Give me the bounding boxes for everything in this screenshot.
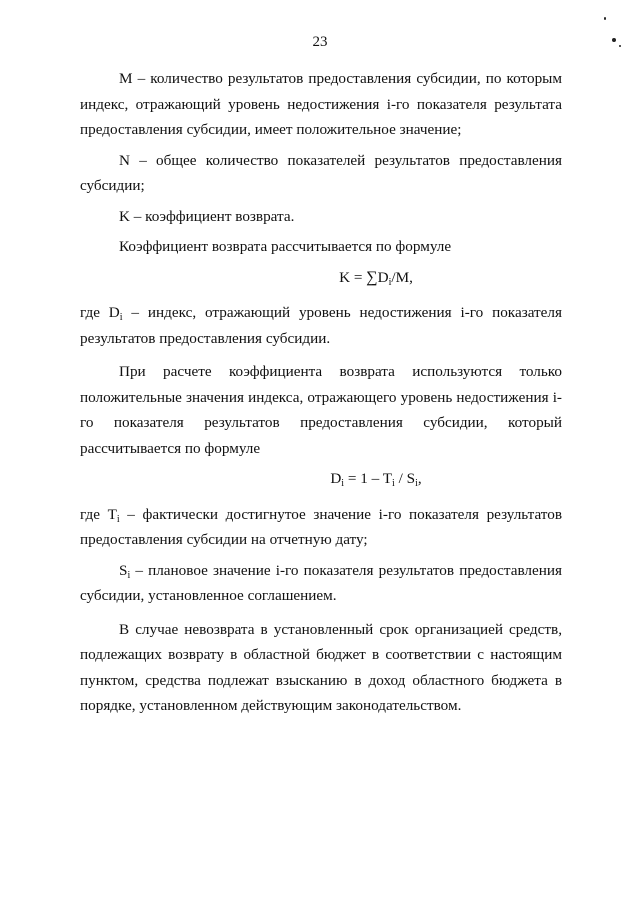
formula-d xyxy=(80,466,562,492)
formula-d-mid: = 1 – T xyxy=(344,470,393,487)
formula-k xyxy=(80,265,562,291)
paragraph-t-definition xyxy=(80,502,562,553)
d-def-sub: i xyxy=(119,312,123,323)
paragraph-calc-note: При расчете коэффициента возврата используются только положительные значения индекса, отражающего уровень недостижения i-го показателя результатов предоставления субсидии, который рассчитывается по формуле xyxy=(80,363,562,457)
scan-speck xyxy=(619,45,621,47)
d-def-pre: где D xyxy=(80,304,120,321)
formula-k-sigma: ∑ xyxy=(366,268,378,286)
s-def-pre: S xyxy=(119,561,128,579)
formula-d-lhs: D xyxy=(330,470,342,487)
paragraph-final: В случае невозврата в установленный срок организацией средств, подлежащих возврату в областной бюджет в соответствии с настоящим пунктом, средства подлежат взысканию в доход областного бюджета в порядке, установленном действующим законодательством. xyxy=(80,620,562,714)
scan-speck xyxy=(612,38,616,42)
paragraph-m-definition: М – количество результатов предоставления субсидии, по которым индекс, отражающий уровень недостижения i-го показателя результата предоставления субсидии, имеет положительное значение; xyxy=(80,70,562,138)
page-number: 23 xyxy=(312,34,328,50)
formula-k-sub: i xyxy=(388,276,392,288)
t-def-post: – фактически достигнутое значение i-го показателя результатов предоставления субсидии на отчетную дату; xyxy=(80,505,563,548)
t-def-pre: где T xyxy=(80,505,117,523)
formula-d-t-sub: i xyxy=(392,478,395,489)
t-def-sub: i xyxy=(116,513,120,525)
formula-k-rest: /M, xyxy=(391,268,413,286)
formula-d-lhs-sub: i xyxy=(341,478,345,489)
paragraph-k-definition: K – коэффициент возврата. xyxy=(119,207,295,225)
s-def-post: – плановое значение i-го показателя результатов предоставления субсидии, установленное соглашением. xyxy=(80,561,562,604)
paragraph-n-definition: N – общее количество показателей результатов предоставления субсидии; xyxy=(80,151,562,194)
s-def-sub: i xyxy=(127,569,131,581)
formula-k-lhs: K = xyxy=(339,268,367,286)
formula-d-s-sub: i xyxy=(415,478,418,489)
scan-speck xyxy=(604,17,606,20)
document-body xyxy=(80,66,562,719)
paragraph-d-definition xyxy=(80,300,562,351)
formula-d-slash: / S xyxy=(394,470,416,487)
formula-d-end: , xyxy=(417,470,422,487)
formula-k-d: D xyxy=(377,268,389,286)
paragraph-k-intro: Коэффициент возврата рассчитывается по формуле xyxy=(119,238,452,255)
paragraph-s-definition xyxy=(80,558,562,609)
d-def-post: – индекс, отражающий уровень недостижения i-го показателя результатов предоставления субсидии. xyxy=(80,304,562,347)
